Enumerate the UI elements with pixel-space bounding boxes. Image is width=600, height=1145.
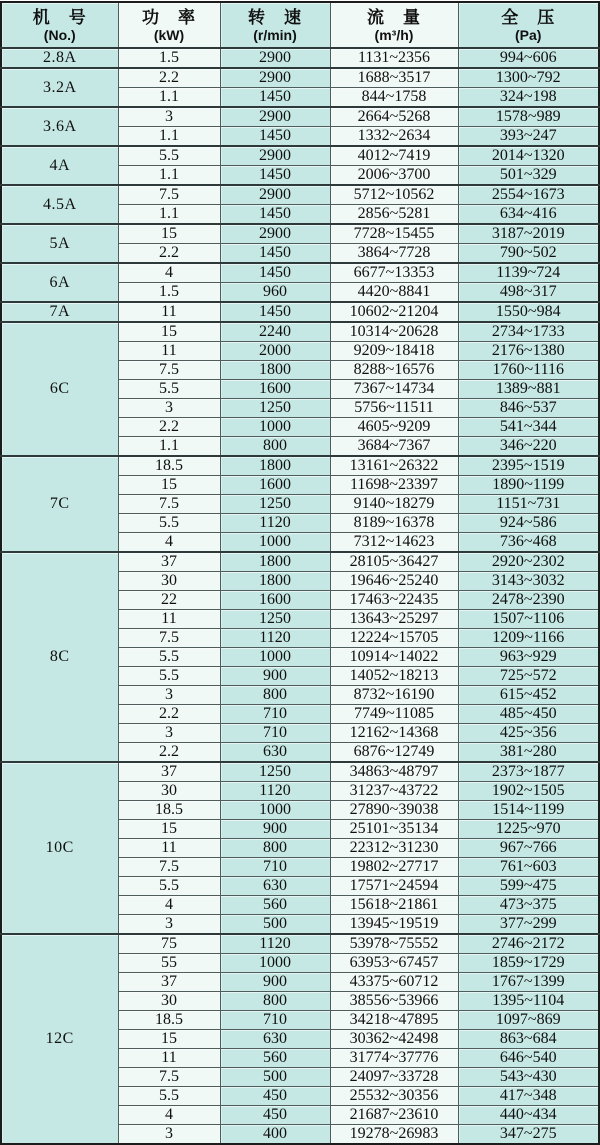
pressure-cell: 1395~1104 <box>458 992 599 1011</box>
flow-cell: 12224~15705 <box>330 629 458 648</box>
power-cell: 1.1 <box>118 88 220 108</box>
power-cell: 7.5 <box>118 1068 220 1087</box>
pressure-cell: 725~572 <box>458 667 599 686</box>
speed-cell: 1000 <box>220 418 330 437</box>
pressure-cell: 501~329 <box>458 166 599 186</box>
header-power-cn: 功 率 <box>142 7 196 27</box>
speed-cell: 1600 <box>220 591 330 610</box>
header-flow-unit: (m³/h) <box>374 26 414 43</box>
header-row <box>1 2 599 48</box>
speed-cell: 1250 <box>220 399 330 418</box>
pressure-cell: 1151~731 <box>458 495 599 514</box>
table-row <box>1 68 599 88</box>
pressure-cell: 3187~2019 <box>458 224 599 244</box>
model-cell: 5A <box>1 224 118 263</box>
power-cell: 75 <box>118 934 220 954</box>
speed-cell: 1120 <box>220 934 330 954</box>
flow-cell: 8189~16378 <box>330 514 458 533</box>
power-cell: 1.1 <box>118 205 220 225</box>
speed-cell: 1600 <box>220 476 330 495</box>
pressure-cell: 2554~1673 <box>458 185 599 205</box>
power-cell: 7.5 <box>118 858 220 877</box>
header-flow-cn: 流 量 <box>367 7 421 27</box>
pressure-cell: 541~344 <box>458 418 599 437</box>
speed-cell: 900 <box>220 973 330 992</box>
pressure-cell: 393~247 <box>458 127 599 147</box>
pressure-cell: 347~275 <box>458 1125 599 1145</box>
power-cell: 30 <box>118 992 220 1011</box>
pressure-cell: 1859~1729 <box>458 954 599 973</box>
model-cell: 6C <box>1 322 118 456</box>
flow-cell: 21687~23610 <box>330 1106 458 1125</box>
speed-cell: 2900 <box>220 48 330 68</box>
speed-cell: 710 <box>220 1011 330 1030</box>
table-body <box>1 48 599 1144</box>
power-cell: 11 <box>118 1049 220 1068</box>
speed-cell: 710 <box>220 705 330 724</box>
flow-cell: 19646~25240 <box>330 572 458 591</box>
pressure-cell: 963~929 <box>458 648 599 667</box>
speed-cell: 1450 <box>220 88 330 108</box>
speed-cell: 1120 <box>220 629 330 648</box>
model-cell: 6A <box>1 263 118 302</box>
flow-cell: 4012~7419 <box>330 146 458 166</box>
flow-cell: 2664~5268 <box>330 107 458 127</box>
pressure-cell: 863~684 <box>458 1030 599 1049</box>
flow-cell: 10314~20628 <box>330 322 458 342</box>
flow-cell: 1688~3517 <box>330 68 458 88</box>
pressure-cell: 473~375 <box>458 896 599 915</box>
flow-cell: 34218~47895 <box>330 1011 458 1030</box>
table-row <box>1 48 599 68</box>
pressure-cell: 924~586 <box>458 514 599 533</box>
power-cell: 2.2 <box>118 418 220 437</box>
header-speed <box>220 2 330 48</box>
power-cell: 2.2 <box>118 743 220 763</box>
pressure-cell: 1225~970 <box>458 820 599 839</box>
speed-cell: 1600 <box>220 380 330 399</box>
pressure-cell: 417~348 <box>458 1087 599 1106</box>
pressure-cell: 2395~1519 <box>458 456 599 476</box>
fan-spec-page <box>0 1 598 1142</box>
pressure-cell: 1760~1116 <box>458 361 599 380</box>
speed-cell: 2900 <box>220 68 330 88</box>
speed-cell: 400 <box>220 1125 330 1145</box>
model-cell: 2.8A <box>1 48 118 68</box>
power-cell: 5.5 <box>118 380 220 399</box>
model-cell: 7A <box>1 302 118 322</box>
speed-cell: 1250 <box>220 495 330 514</box>
flow-cell: 7367~14734 <box>330 380 458 399</box>
power-cell: 1.1 <box>118 437 220 457</box>
flow-cell: 22312~31230 <box>330 839 458 858</box>
flow-cell: 12162~14368 <box>330 724 458 743</box>
power-cell: 15 <box>118 820 220 839</box>
power-cell: 5.5 <box>118 667 220 686</box>
flow-cell: 13945~19519 <box>330 915 458 935</box>
speed-cell: 1450 <box>220 127 330 147</box>
power-cell: 15 <box>118 224 220 244</box>
speed-cell: 1450 <box>220 205 330 225</box>
pressure-cell: 615~452 <box>458 686 599 705</box>
flow-cell: 7728~15455 <box>330 224 458 244</box>
speed-cell: 2000 <box>220 342 330 361</box>
pressure-cell: 485~450 <box>458 705 599 724</box>
speed-cell: 2900 <box>220 185 330 205</box>
flow-cell: 10602~21204 <box>330 302 458 322</box>
flow-cell: 30362~42498 <box>330 1030 458 1049</box>
flow-cell: 10914~14022 <box>330 648 458 667</box>
flow-cell: 13643~25297 <box>330 610 458 629</box>
speed-cell: 900 <box>220 667 330 686</box>
model-cell: 8C <box>1 552 118 762</box>
power-cell: 2.2 <box>118 68 220 88</box>
flow-cell: 1131~2356 <box>330 48 458 68</box>
flow-cell: 31237~43722 <box>330 782 458 801</box>
pressure-cell: 646~540 <box>458 1049 599 1068</box>
power-cell: 7.5 <box>118 185 220 205</box>
speed-cell: 800 <box>220 686 330 705</box>
table-row <box>1 552 599 572</box>
table-row <box>1 456 599 476</box>
flow-cell: 27890~39038 <box>330 801 458 820</box>
header-model <box>1 2 118 48</box>
power-cell: 18.5 <box>118 801 220 820</box>
speed-cell: 500 <box>220 1068 330 1087</box>
header-pressure <box>458 2 599 48</box>
pressure-cell: 543~430 <box>458 1068 599 1087</box>
header-pressure-cn: 全 压 <box>501 7 556 27</box>
flow-cell: 17571~24594 <box>330 877 458 896</box>
model-cell: 4A <box>1 146 118 185</box>
pressure-cell: 994~606 <box>458 48 599 68</box>
pressure-cell: 599~475 <box>458 877 599 896</box>
power-cell: 4 <box>118 533 220 553</box>
flow-cell: 6677~13353 <box>330 263 458 283</box>
flow-cell: 4420~8841 <box>330 283 458 303</box>
flow-cell: 19802~27717 <box>330 858 458 877</box>
flow-cell: 3864~7728 <box>330 244 458 264</box>
flow-cell: 63953~67457 <box>330 954 458 973</box>
speed-cell: 1000 <box>220 533 330 553</box>
power-cell: 2.2 <box>118 705 220 724</box>
header-power-unit: (kW) <box>153 26 185 43</box>
flow-cell: 43375~60712 <box>330 973 458 992</box>
speed-cell: 1800 <box>220 456 330 476</box>
model-cell: 4.5A <box>1 185 118 224</box>
model-cell: 12C <box>1 934 118 1144</box>
pressure-cell: 1890~1199 <box>458 476 599 495</box>
flow-cell: 4605~9209 <box>330 418 458 437</box>
header-power <box>118 2 220 48</box>
power-cell: 22 <box>118 591 220 610</box>
fan-spec-table <box>0 1 600 1145</box>
pressure-cell: 346~220 <box>458 437 599 457</box>
pressure-cell: 736~468 <box>458 533 599 553</box>
flow-cell: 25532~30356 <box>330 1087 458 1106</box>
speed-cell: 1450 <box>220 166 330 186</box>
flow-cell: 24097~33728 <box>330 1068 458 1087</box>
speed-cell: 560 <box>220 896 330 915</box>
power-cell: 7.5 <box>118 629 220 648</box>
power-cell: 30 <box>118 782 220 801</box>
pressure-cell: 1139~724 <box>458 263 599 283</box>
pressure-cell: 3143~3032 <box>458 572 599 591</box>
flow-cell: 15618~21861 <box>330 896 458 915</box>
speed-cell: 450 <box>220 1106 330 1125</box>
pressure-cell: 2373~1877 <box>458 762 599 782</box>
flow-cell: 14052~18213 <box>330 667 458 686</box>
table-row <box>1 322 599 342</box>
pressure-cell: 846~537 <box>458 399 599 418</box>
power-cell: 5.5 <box>118 146 220 166</box>
power-cell: 11 <box>118 342 220 361</box>
power-cell: 11 <box>118 302 220 322</box>
power-cell: 5.5 <box>118 1087 220 1106</box>
power-cell: 30 <box>118 572 220 591</box>
speed-cell: 1450 <box>220 244 330 264</box>
speed-cell: 1000 <box>220 801 330 820</box>
flow-cell: 2856~5281 <box>330 205 458 225</box>
power-cell: 4 <box>118 1106 220 1125</box>
speed-cell: 1800 <box>220 552 330 572</box>
power-cell: 11 <box>118 839 220 858</box>
pressure-cell: 634~416 <box>458 205 599 225</box>
table-row <box>1 934 599 954</box>
pressure-cell: 2920~2302 <box>458 552 599 572</box>
header-speed-cn: 转 速 <box>248 7 302 27</box>
flow-cell: 7749~11085 <box>330 705 458 724</box>
power-cell: 55 <box>118 954 220 973</box>
table-row <box>1 302 599 322</box>
header-speed-unit: (r/min) <box>253 26 297 43</box>
power-cell: 37 <box>118 762 220 782</box>
power-cell: 3 <box>118 686 220 705</box>
flow-cell: 34863~48797 <box>330 762 458 782</box>
power-cell: 3 <box>118 107 220 127</box>
flow-cell: 53978~75552 <box>330 934 458 954</box>
speed-cell: 630 <box>220 1030 330 1049</box>
flow-cell: 25101~35134 <box>330 820 458 839</box>
pressure-cell: 1902~1505 <box>458 782 599 801</box>
flow-cell: 6876~12749 <box>330 743 458 763</box>
power-cell: 5.5 <box>118 648 220 667</box>
speed-cell: 2900 <box>220 224 330 244</box>
flow-cell: 8288~16576 <box>330 361 458 380</box>
header-model-cn: 机 号 <box>32 7 87 27</box>
pressure-cell: 2478~2390 <box>458 591 599 610</box>
power-cell: 15 <box>118 322 220 342</box>
pressure-cell: 1578~989 <box>458 107 599 127</box>
flow-cell: 9140~18279 <box>330 495 458 514</box>
pressure-cell: 790~502 <box>458 244 599 264</box>
speed-cell: 1800 <box>220 361 330 380</box>
table-row <box>1 185 599 205</box>
speed-cell: 1250 <box>220 762 330 782</box>
power-cell: 3 <box>118 399 220 418</box>
speed-cell: 450 <box>220 1087 330 1106</box>
speed-cell: 1250 <box>220 610 330 629</box>
speed-cell: 2900 <box>220 146 330 166</box>
flow-cell: 9209~18418 <box>330 342 458 361</box>
speed-cell: 1800 <box>220 572 330 591</box>
speed-cell: 1120 <box>220 782 330 801</box>
power-cell: 3 <box>118 915 220 935</box>
table-row <box>1 224 599 244</box>
speed-cell: 1450 <box>220 263 330 283</box>
pressure-cell: 2014~1320 <box>458 146 599 166</box>
pressure-cell: 1097~869 <box>458 1011 599 1030</box>
power-cell: 11 <box>118 610 220 629</box>
flow-cell: 13161~26322 <box>330 456 458 476</box>
power-cell: 37 <box>118 552 220 572</box>
power-cell: 2.2 <box>118 244 220 264</box>
pressure-cell: 2176~1380 <box>458 342 599 361</box>
pressure-cell: 967~766 <box>458 839 599 858</box>
power-cell: 18.5 <box>118 1011 220 1030</box>
speed-cell: 500 <box>220 915 330 935</box>
pressure-cell: 1507~1106 <box>458 610 599 629</box>
power-cell: 3 <box>118 724 220 743</box>
pressure-cell: 425~356 <box>458 724 599 743</box>
power-cell: 15 <box>118 1030 220 1049</box>
power-cell: 1.5 <box>118 48 220 68</box>
power-cell: 3 <box>118 1125 220 1145</box>
pressure-cell: 324~198 <box>458 88 599 108</box>
speed-cell: 1450 <box>220 302 330 322</box>
speed-cell: 1000 <box>220 648 330 667</box>
flow-cell: 31774~37776 <box>330 1049 458 1068</box>
flow-cell: 5756~11511 <box>330 399 458 418</box>
flow-cell: 2006~3700 <box>330 166 458 186</box>
flow-cell: 8732~16190 <box>330 686 458 705</box>
power-cell: 7.5 <box>118 495 220 514</box>
flow-cell: 7312~14623 <box>330 533 458 553</box>
pressure-cell: 1389~881 <box>458 380 599 399</box>
model-cell: 10C <box>1 762 118 934</box>
speed-cell: 2900 <box>220 107 330 127</box>
power-cell: 1.1 <box>118 166 220 186</box>
speed-cell: 800 <box>220 839 330 858</box>
flow-cell: 11698~23397 <box>330 476 458 495</box>
table-row <box>1 762 599 782</box>
speed-cell: 2240 <box>220 322 330 342</box>
speed-cell: 560 <box>220 1049 330 1068</box>
table-row <box>1 263 599 283</box>
power-cell: 1.1 <box>118 127 220 147</box>
pressure-cell: 1550~984 <box>458 302 599 322</box>
power-cell: 15 <box>118 476 220 495</box>
header-flow <box>330 2 458 48</box>
speed-cell: 630 <box>220 877 330 896</box>
pressure-cell: 1767~1399 <box>458 973 599 992</box>
model-cell: 7C <box>1 456 118 552</box>
power-cell: 18.5 <box>118 456 220 476</box>
flow-cell: 28105~36427 <box>330 552 458 572</box>
speed-cell: 1120 <box>220 514 330 533</box>
pressure-cell: 440~434 <box>458 1106 599 1125</box>
power-cell: 1.5 <box>118 283 220 303</box>
power-cell: 4 <box>118 263 220 283</box>
speed-cell: 900 <box>220 820 330 839</box>
power-cell: 37 <box>118 973 220 992</box>
pressure-cell: 498~317 <box>458 283 599 303</box>
speed-cell: 710 <box>220 858 330 877</box>
flow-cell: 38556~53966 <box>330 992 458 1011</box>
power-cell: 5.5 <box>118 514 220 533</box>
pressure-cell: 1514~1199 <box>458 801 599 820</box>
header-pressure-unit: (Pa) <box>515 26 542 43</box>
flow-cell: 844~1758 <box>330 88 458 108</box>
flow-cell: 5712~10562 <box>330 185 458 205</box>
pressure-cell: 1300~792 <box>458 68 599 88</box>
model-cell: 3.6A <box>1 107 118 146</box>
speed-cell: 800 <box>220 992 330 1011</box>
power-cell: 7.5 <box>118 361 220 380</box>
table-row <box>1 107 599 127</box>
speed-cell: 710 <box>220 724 330 743</box>
flow-cell: 1332~2634 <box>330 127 458 147</box>
flow-cell: 3684~7367 <box>330 437 458 457</box>
speed-cell: 630 <box>220 743 330 763</box>
speed-cell: 1000 <box>220 954 330 973</box>
model-cell: 3.2A <box>1 68 118 107</box>
speed-cell: 960 <box>220 283 330 303</box>
pressure-cell: 2734~1733 <box>458 322 599 342</box>
pressure-cell: 377~299 <box>458 915 599 935</box>
pressure-cell: 381~280 <box>458 743 599 763</box>
power-cell: 4 <box>118 896 220 915</box>
flow-cell: 17463~22435 <box>330 591 458 610</box>
table-row <box>1 146 599 166</box>
speed-cell: 800 <box>220 437 330 457</box>
pressure-cell: 2746~2172 <box>458 934 599 954</box>
pressure-cell: 761~603 <box>458 858 599 877</box>
flow-cell: 19278~26983 <box>330 1125 458 1145</box>
pressure-cell: 1209~1166 <box>458 629 599 648</box>
header-model-unit: (No.) <box>43 26 76 43</box>
power-cell: 5.5 <box>118 877 220 896</box>
